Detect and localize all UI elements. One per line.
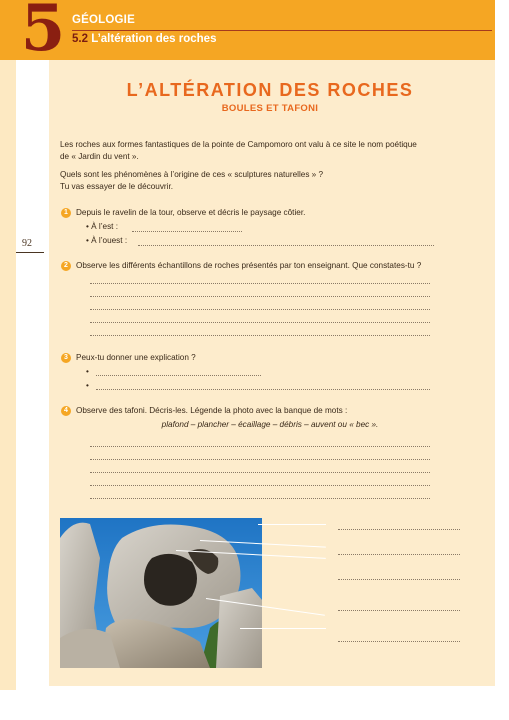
intro-line-1: Les roches aux formes fantastiques de la pointe de Campomoro ont valu à ce site le nom poétique: [60, 140, 417, 149]
page-number-rule: [16, 252, 44, 253]
tafoni-photo-illustration: [60, 518, 262, 668]
section-heading: [72, 33, 216, 45]
photo-label-answer-1[interactable]: [338, 528, 460, 530]
question-4-badge: 4: [61, 406, 71, 416]
question-4-text: Observe des tafoni. Décris-les. Légende la photo avec la banque de mots :: [76, 406, 348, 415]
q3-answer-line-1[interactable]: [96, 374, 261, 376]
section-title: L’altération des roches: [91, 33, 217, 45]
q4-answer-line-4[interactable]: [90, 484, 430, 486]
q4-answer-line-3[interactable]: [90, 471, 430, 473]
word-bank: plafond – plancher – écaillage – débris – auvent ou « bec ».: [161, 420, 379, 429]
left-margin-band: [0, 0, 16, 690]
q1-ouest-answer-line[interactable]: [138, 244, 434, 246]
q4-answer-line-2[interactable]: [90, 458, 430, 460]
q2-answer-line-5[interactable]: [90, 334, 430, 336]
tafoni-photo: [60, 518, 262, 668]
page-title: L’ALTÉRATION DES ROCHES: [126, 80, 414, 100]
photo-label-answer-4[interactable]: [338, 609, 460, 611]
header-divider: [72, 30, 492, 31]
question-2-badge: 2: [61, 261, 71, 271]
question-2-text: Observe les différents échantillons de roches présentés par ton enseignant. Que constates-tu ?: [76, 261, 422, 270]
intro-line-4: Tu vas essayer de le découvrir.: [60, 182, 174, 191]
photo-label-answer-3[interactable]: [338, 578, 460, 580]
question-1-text: Depuis le ravelin de la tour, observe et décris le paysage côtier.: [76, 208, 306, 217]
q4-answer-line-1[interactable]: [90, 445, 430, 447]
q2-answer-line-4[interactable]: [90, 321, 430, 323]
photo-label-answer-5[interactable]: [338, 640, 460, 642]
q2-answer-line-2[interactable]: [90, 295, 430, 297]
q3-bullet-1: •: [86, 367, 89, 376]
q4-answer-line-5[interactable]: [90, 497, 430, 499]
question-3-text: Peux-tu donner une explication ?: [76, 353, 196, 362]
intro-line-3: Quels sont les phénomènes à l’origine de ces « sculptures naturelles » ?: [60, 170, 324, 179]
q1-est-answer-line[interactable]: [132, 230, 242, 232]
photo-label-answer-2[interactable]: [338, 553, 460, 555]
q3-answer-line-2[interactable]: [96, 388, 430, 390]
q1-est-label: • À l’est :: [86, 222, 118, 231]
q2-answer-line-3[interactable]: [90, 308, 430, 310]
q3-bullet-2: •: [86, 381, 89, 390]
question-1-badge: 1: [61, 208, 71, 218]
q1-ouest-label: • À l’ouest :: [86, 236, 128, 245]
page-subtitle: BOULES ET TAFONI: [221, 103, 319, 114]
label-leader-1: [258, 524, 326, 525]
label-leader-5: [240, 628, 326, 629]
subject-heading: GÉOLOGIE: [72, 14, 135, 26]
page-number: 92: [22, 238, 32, 249]
intro-line-2: de « Jardin du vent ».: [60, 152, 139, 161]
chapter-number: 5: [20, 0, 66, 66]
question-3-badge: 3: [61, 353, 71, 363]
q2-answer-line-1[interactable]: [90, 282, 430, 284]
section-number: 5.2: [72, 33, 88, 45]
